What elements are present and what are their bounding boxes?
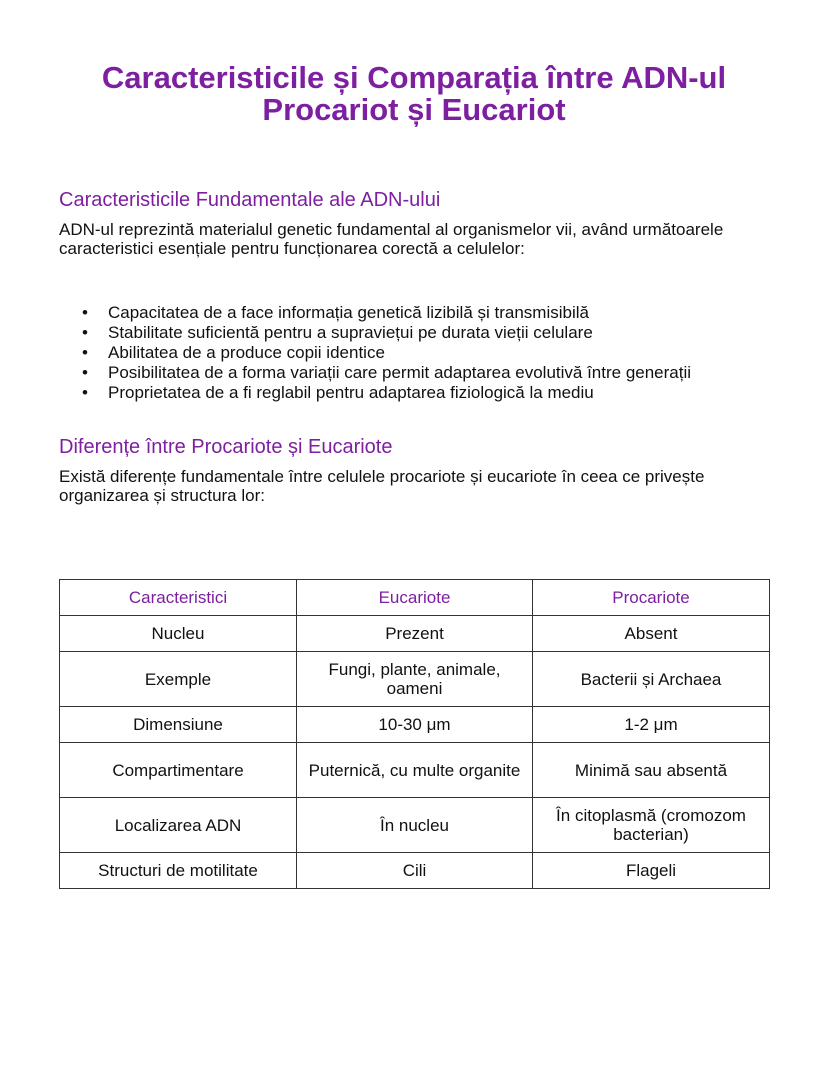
table-cell: Prezent — [297, 616, 533, 652]
table-cell: Nucleu — [60, 616, 297, 652]
section-intro-paragraph: ADN-ul reprezintă materialul genetic fundamental al organismelor vii, având următoarele caracteristici esențiale pentru funcționarea corectă a celulelor: — [59, 220, 724, 258]
table-row — [60, 616, 770, 652]
table-header-cell: Caracteristici — [60, 580, 297, 616]
table-cell: În nucleu — [297, 798, 533, 853]
table-cell: Minimă sau absentă — [533, 743, 770, 798]
table-cell: Puternică, cu multe organite — [297, 743, 533, 798]
table-cell: 1-2 μm — [533, 707, 770, 743]
list-item-text: Posibilitatea de a forma variații care permit adaptarea evolutivă între generații — [108, 363, 692, 382]
table-row — [60, 798, 770, 853]
page-title: Caracteristicile și Comparația între ADN-ul Procariot și Eucariot — [101, 60, 727, 127]
list-item — [80, 343, 780, 363]
list-item-text: Proprietatea de a fi reglabil pentru adaptarea fiziologică la mediu — [108, 383, 594, 402]
table-row — [60, 707, 770, 743]
table-cell: Dimensiune — [60, 707, 297, 743]
bullet-icon: • — [82, 303, 88, 322]
table-cell: Bacterii și Archaea — [533, 652, 770, 707]
list-item — [80, 323, 780, 343]
table-cell: 10-30 μm — [297, 707, 533, 743]
comparison-table — [59, 579, 770, 889]
table-cell: Compartimentare — [60, 743, 297, 798]
list-item-text: Capacitatea de a face informația genetică lizibilă și transmisibilă — [108, 303, 589, 322]
table-cell: Localizarea ADN — [60, 798, 297, 853]
table-cell: În citoplasmă (cromozom bacterian) — [533, 798, 770, 853]
table-header-cell: Procariote — [533, 580, 770, 616]
list-item — [80, 363, 780, 383]
table-cell: Cili — [297, 853, 533, 889]
section-intro-paragraph: Există diferențe fundamentale între celulele procariote și eucariote în ceea ce privește organizarea și structura lor: — [59, 467, 705, 505]
bullet-icon: • — [82, 383, 88, 402]
table-row — [60, 853, 770, 889]
list-item-text: Abilitatea de a produce copii identice — [108, 343, 385, 362]
table-cell: Structuri de motilitate — [60, 853, 297, 889]
table-row — [60, 652, 770, 707]
table-cell: Flageli — [533, 853, 770, 889]
bullet-icon: • — [82, 363, 88, 382]
table-cell: Absent — [533, 616, 770, 652]
table-cell: Exemple — [60, 652, 297, 707]
table-header-row — [60, 580, 770, 616]
table-row — [60, 743, 770, 798]
table-cell: Fungi, plante, animale, oameni — [297, 652, 533, 707]
section-heading-dna-characteristics: Caracteristicile Fundamentale ale ADN-ului — [59, 189, 441, 211]
bullet-icon: • — [82, 343, 88, 362]
section-heading-differences: Diferențe între Procariote și Eucariote — [59, 436, 393, 458]
list-item — [80, 303, 780, 323]
table-header-cell: Eucariote — [297, 580, 533, 616]
list-item — [80, 383, 780, 403]
bullet-icon: • — [82, 323, 88, 342]
list-item-text: Stabilitate suficientă pentru a supraviețui pe durata vieții celulare — [108, 323, 593, 342]
characteristics-list — [80, 303, 780, 403]
